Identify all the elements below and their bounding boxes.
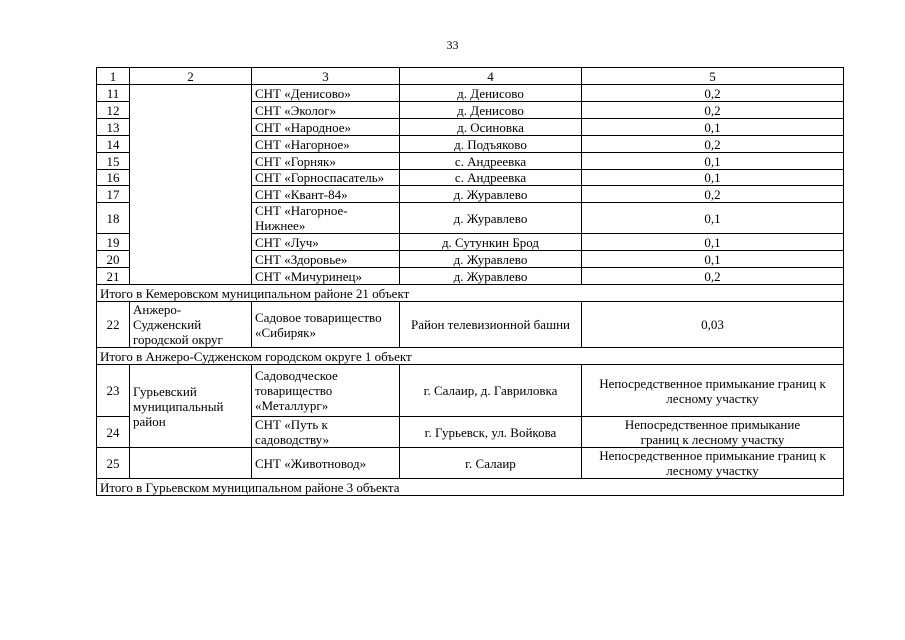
object-name: Садоводческое товарищество «Металлург» bbox=[252, 365, 400, 417]
anzhero-total: Итого в Анжеро-Судженском городском округе 1 объект bbox=[97, 348, 844, 365]
object-place: Район телевизионной башни bbox=[400, 302, 582, 348]
object-name: СНТ «Горноспасатель» bbox=[252, 170, 400, 186]
header-cell: 2 bbox=[130, 68, 252, 85]
table-row bbox=[97, 365, 844, 417]
row-number: 16 bbox=[97, 170, 130, 186]
header-cell: 1 bbox=[97, 68, 130, 85]
object-area: 0,1 bbox=[582, 203, 844, 234]
guryevsk-total: Итого в Гурьевском муниципальном районе 3 объекта bbox=[97, 479, 844, 496]
object-area: 0,2 bbox=[582, 102, 844, 119]
object-name: СНТ «Денисово» bbox=[252, 85, 400, 102]
object-place: г. Салаир, д. Гавриловка bbox=[400, 365, 582, 417]
district-name: Гурьевский муниципальный район bbox=[130, 365, 252, 448]
object-name: СНТ «Путь к садоводству» bbox=[252, 417, 400, 448]
object-place: с. Андреевка bbox=[400, 170, 582, 186]
object-name: СНТ «Животновод» bbox=[252, 448, 400, 479]
district-cell-empty bbox=[130, 448, 252, 479]
district-name: Анжеро-Судженский городской округ bbox=[130, 302, 252, 348]
object-name: СНТ «Луч» bbox=[252, 234, 400, 251]
object-name: СНТ «Эколог» bbox=[252, 102, 400, 119]
object-area: Непосредственное примыкание границ к лесному участку bbox=[582, 365, 844, 417]
object-name: СНТ «Народное» bbox=[252, 119, 400, 136]
row-number: 14 bbox=[97, 136, 130, 153]
row-number: 24 bbox=[97, 417, 130, 448]
total-row bbox=[97, 285, 844, 302]
object-area: 0,1 bbox=[582, 234, 844, 251]
header-cell: 3 bbox=[252, 68, 400, 85]
object-area: 0,1 bbox=[582, 170, 844, 186]
table-row bbox=[97, 302, 844, 348]
header-cell: 4 bbox=[400, 68, 582, 85]
object-place: д. Журавлево bbox=[400, 251, 582, 268]
row-number: 22 bbox=[97, 302, 130, 348]
object-place: д. Осиновка bbox=[400, 119, 582, 136]
object-place: г. Гурьевск, ул. Войкова bbox=[400, 417, 582, 448]
object-area: Непосредственное примыкание границ к лесному участку bbox=[582, 448, 844, 479]
row-number: 21 bbox=[97, 268, 130, 285]
object-area: 0,03 bbox=[582, 302, 844, 348]
page-number: 33 bbox=[446, 38, 459, 52]
row-number: 20 bbox=[97, 251, 130, 268]
row-number: 18 bbox=[97, 203, 130, 234]
object-place: с. Андреевка bbox=[400, 153, 582, 170]
object-name: СНТ «Здоровье» bbox=[252, 251, 400, 268]
object-place: д. Журавлево bbox=[400, 268, 582, 285]
object-name: СНТ «Мичуринец» bbox=[252, 268, 400, 285]
header-row bbox=[97, 68, 844, 85]
object-area: 0,2 bbox=[582, 85, 844, 102]
kemerovo-total: Итого в Кемеровском муниципальном районе 21 объект bbox=[97, 285, 844, 302]
object-name: СНТ «Нагорное» bbox=[252, 136, 400, 153]
object-place: д. Журавлево bbox=[400, 203, 582, 234]
header-cell: 5 bbox=[582, 68, 844, 85]
object-area: 0,1 bbox=[582, 153, 844, 170]
row-number: 12 bbox=[97, 102, 130, 119]
district-cell-empty bbox=[130, 85, 252, 285]
object-place: д. Денисово bbox=[400, 102, 582, 119]
object-place: д. Денисово bbox=[400, 85, 582, 102]
object-area: 0,1 bbox=[582, 119, 844, 136]
row-number: 25 bbox=[97, 448, 130, 479]
row-number: 11 bbox=[97, 85, 130, 102]
row-number: 17 bbox=[97, 186, 130, 203]
object-name: Садовое товарищество «Сибиряк» bbox=[252, 302, 400, 348]
row-number: 19 bbox=[97, 234, 130, 251]
object-place: д. Журавлево bbox=[400, 186, 582, 203]
object-area: Непосредственное примыкание границ к лесному участку bbox=[582, 417, 844, 448]
total-row bbox=[97, 348, 844, 365]
object-area: 0,1 bbox=[582, 251, 844, 268]
object-place: д. Сутункин Брод bbox=[400, 234, 582, 251]
row-number: 13 bbox=[97, 119, 130, 136]
object-name: СНТ «Квант-84» bbox=[252, 186, 400, 203]
object-area: 0,2 bbox=[582, 136, 844, 153]
object-name: СНТ «Нагорное-Нижнее» bbox=[252, 203, 400, 234]
object-name: СНТ «Горняк» bbox=[252, 153, 400, 170]
table-row bbox=[97, 448, 844, 479]
object-area: 0,2 bbox=[582, 186, 844, 203]
table-row bbox=[97, 85, 844, 102]
objects-table bbox=[96, 67, 844, 496]
object-place: д. Подъяково bbox=[400, 136, 582, 153]
row-number: 15 bbox=[97, 153, 130, 170]
row-number: 23 bbox=[97, 365, 130, 417]
total-row bbox=[97, 479, 844, 496]
object-area: 0,2 bbox=[582, 268, 844, 285]
object-place: г. Салаир bbox=[400, 448, 582, 479]
